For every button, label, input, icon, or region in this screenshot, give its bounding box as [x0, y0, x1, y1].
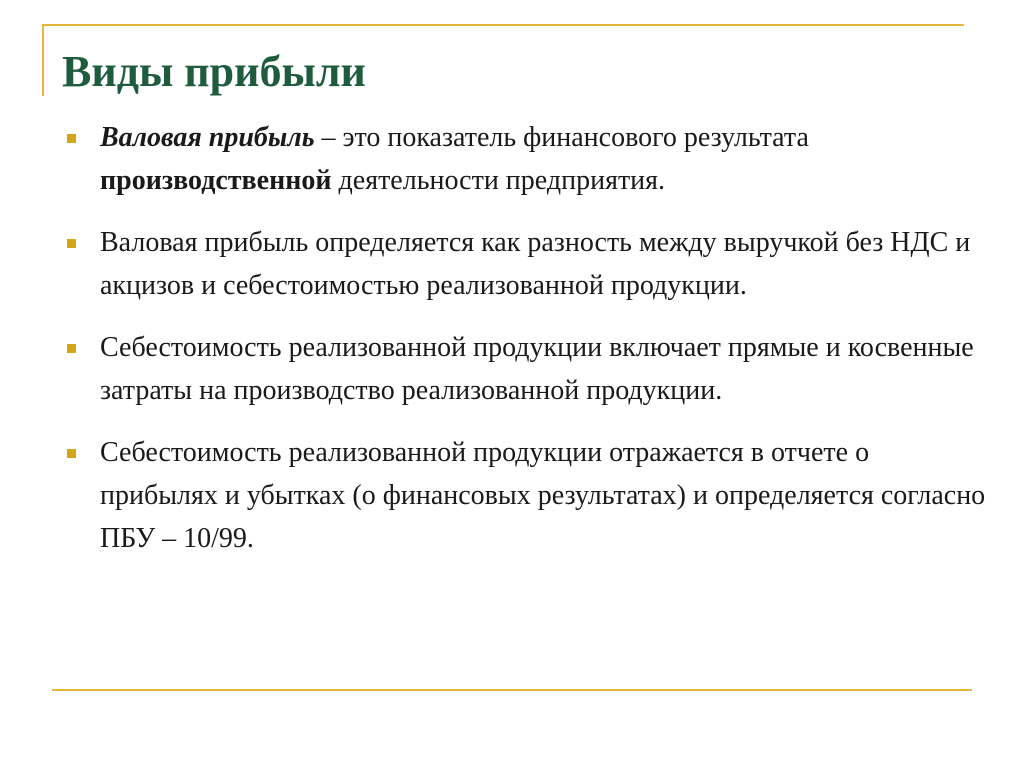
bullet-text-part: Валовая прибыль [100, 122, 315, 153]
frame-top-line [42, 24, 964, 26]
square-bullet-icon [67, 239, 76, 248]
frame-bottom-line [52, 689, 972, 691]
bullet-text-part: производственной [100, 165, 332, 196]
square-bullet-icon [67, 344, 76, 353]
square-bullet-icon [67, 134, 76, 143]
bullet-item [60, 116, 990, 202]
bullet-text-part: Валовая прибыль определяется как разность между выручкой без НДС и акцизов и себестоимостью реализованной продукции. [100, 227, 971, 301]
bullet-text-part: деятельности предприятия. [331, 165, 666, 196]
square-bullet-icon [67, 449, 76, 458]
bullet-text-part: Себестоимость реализованной продукции включает прямые и косвенные затраты на производство реализованной продукции. [100, 332, 974, 406]
bullet-item [60, 221, 990, 307]
frame-left-line [42, 24, 44, 96]
bullet-text-part: – это показатель финансового результата [314, 122, 809, 153]
slide-title: Виды прибыли [62, 47, 366, 96]
bullet-item [60, 326, 990, 412]
bullet-list [60, 116, 990, 579]
bullet-text-part: Себестоимость реализованной продукции отражается в отчете о прибылях и убытках (о финансовых результатах) и определяется согласно ПБУ – 10/99. [100, 437, 986, 554]
bullet-item [60, 431, 990, 560]
